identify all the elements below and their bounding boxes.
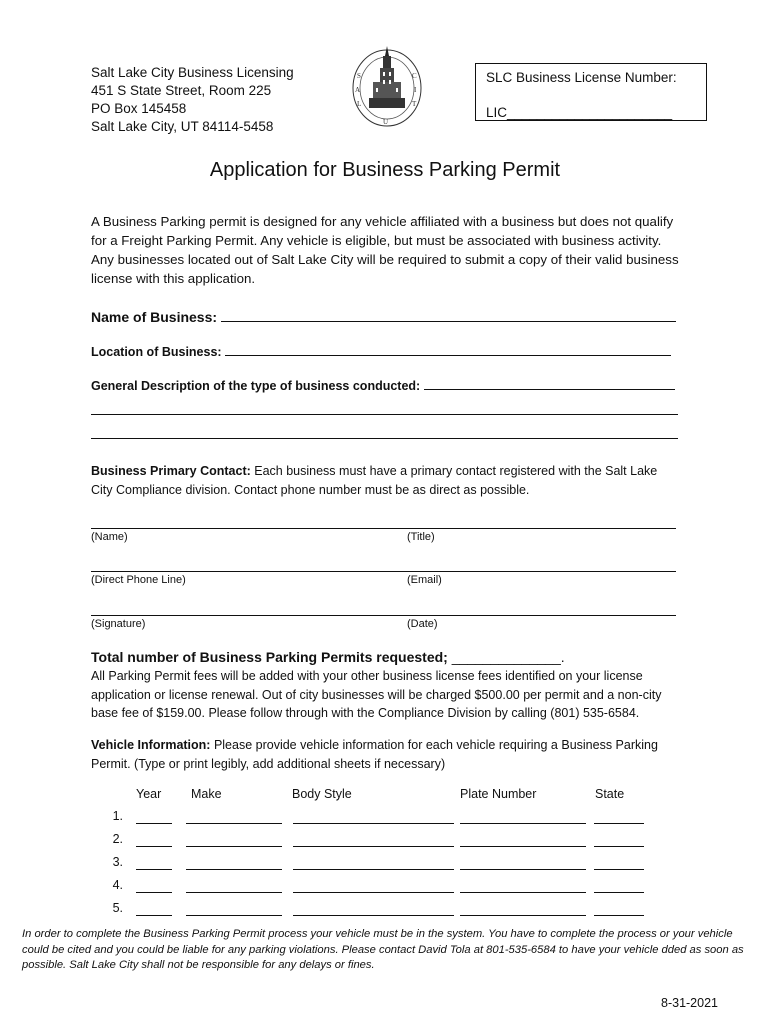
svg-text:A: A [355, 86, 361, 94]
make-input[interactable] [186, 892, 282, 893]
column-plate-number: Plate Number [460, 787, 537, 801]
address-line: 451 S State Street, Room 225 [91, 83, 272, 98]
form-title: Application for Business Parking Permit [209, 159, 561, 181]
year-input[interactable] [136, 892, 172, 893]
table-row [0, 855, 770, 875]
signature-label: (Signature) [91, 618, 146, 630]
body-style-input[interactable] [293, 846, 454, 847]
column-state: State [595, 787, 625, 801]
row-number: 5. [112, 901, 123, 915]
body-style-input[interactable] [293, 869, 454, 870]
name-title-line[interactable] [91, 528, 676, 529]
signature-date-line[interactable] [91, 615, 676, 616]
body-style-input[interactable] [293, 892, 454, 893]
make-input[interactable] [186, 823, 282, 824]
primary-contact-paragraph [91, 462, 681, 499]
address-line: Salt Lake City Business Licensing [91, 65, 294, 80]
name-of-business-row[interactable] [91, 309, 676, 325]
total-permits-row[interactable] [91, 649, 565, 665]
vehicle-info-text: Please provide vehicle information for each vehicle requiring a Business Parking Permit. (Type or print legibly, add additional sheets if necessary) [91, 738, 658, 771]
row-number: 2. [112, 832, 123, 846]
phone-label: (Direct Phone Line) [91, 574, 186, 586]
row-number: 3. [112, 855, 123, 869]
name-of-business-input[interactable] [221, 321, 676, 322]
license-number-field[interactable]: LIC______________________ [486, 105, 673, 120]
name-of-business-label: Name of Business: [91, 309, 218, 325]
location-of-business-label: Location of Business: [91, 345, 222, 359]
location-of-business-input[interactable] [225, 355, 671, 356]
year-input[interactable] [136, 823, 172, 824]
plate-number-input[interactable] [460, 823, 586, 824]
address-line: PO Box 145458 [91, 101, 187, 116]
general-description-label: General Description of the type of business conducted: [91, 379, 421, 393]
year-input[interactable] [136, 915, 172, 916]
body-style-input[interactable] [293, 915, 454, 916]
primary-contact-text: Each business must have a primary contact registered with the Salt Lake City Compliance division. Contact phone number must be as direct as possible. [91, 464, 658, 497]
vehicle-table [0, 809, 770, 921]
email-label: (Email) [407, 574, 442, 586]
state-input[interactable] [594, 915, 644, 916]
revision-date: 8-31-2021 [661, 996, 718, 1010]
general-description-input[interactable] [424, 389, 675, 390]
table-row [0, 809, 770, 829]
general-description-row[interactable] [91, 379, 675, 393]
year-input[interactable] [136, 846, 172, 847]
description-line-3[interactable] [91, 438, 678, 439]
location-of-business-row[interactable] [91, 345, 671, 359]
state-input[interactable] [594, 869, 644, 870]
total-permits-label: Total number of Business Parking Permits requested; [91, 649, 448, 665]
vehicle-info-heading: Vehicle Information: [91, 738, 211, 752]
city-seal-logo [349, 42, 425, 130]
plate-number-input[interactable] [460, 892, 586, 893]
plate-number-input[interactable] [460, 846, 586, 847]
state-input[interactable] [594, 892, 644, 893]
svg-text:I: I [414, 86, 417, 94]
state-input[interactable] [594, 846, 644, 847]
svg-text:S: S [357, 72, 361, 80]
phone-email-line[interactable] [91, 571, 676, 572]
fees-paragraph: All Parking Permit fees will be added with your other business license fees identified on your license application or license renewal. Out of city businesses will be charged $500.00 per permit and a non-city base fee of $159.00. Please follow through with the Compliance Division by calling (801) 535-6584. [91, 669, 662, 720]
svg-text:U: U [383, 118, 389, 126]
plate-number-input[interactable] [460, 869, 586, 870]
svg-text:T: T [412, 100, 417, 108]
svg-text:C: C [412, 72, 417, 80]
title-label: (Title) [407, 531, 435, 543]
office-address [91, 64, 294, 136]
column-make: Make [191, 787, 222, 801]
address-line: Salt Lake City, UT 84114-5458 [91, 119, 274, 134]
total-permits-input[interactable]: ______________. [451, 649, 565, 665]
svg-text:L: L [357, 100, 362, 108]
table-row [0, 878, 770, 898]
date-label: (Date) [407, 618, 438, 630]
primary-contact-heading: Business Primary Contact: [91, 464, 251, 478]
footer-notice: In order to complete the Business Parking Permit process your vehicle must be in the system. You have to complete the process or your vehicle could be cited and you could be liable for any parking violations. Please contact David Tola at 801-535-6584 to have your vehicle dded as soon as possible. Salt Lake City shall not be responsible for any delays or fines. [22, 928, 744, 971]
make-input[interactable] [186, 915, 282, 916]
vehicle-info-paragraph [91, 736, 681, 773]
plate-number-input[interactable] [460, 915, 586, 916]
year-input[interactable] [136, 869, 172, 870]
table-row [0, 832, 770, 852]
make-input[interactable] [186, 846, 282, 847]
description-line-2[interactable] [91, 414, 678, 415]
row-number: 4. [112, 878, 123, 892]
name-label: (Name) [91, 531, 128, 543]
body-style-input[interactable] [293, 823, 454, 824]
license-number-label: SLC Business License Number: [486, 70, 677, 85]
state-input[interactable] [594, 823, 644, 824]
make-input[interactable] [186, 869, 282, 870]
table-row [0, 901, 770, 921]
column-year: Year [136, 787, 162, 801]
column-body-style: Body Style [292, 787, 352, 801]
intro-paragraph: A Business Parking permit is designed for any vehicle affiliated with a business but does not qualify for a Freight Parking Permit. Any vehicle is eligible, but must be associated with business activity. Any businesses located out of Salt Lake City will be required to submit a copy of their valid business license with this application. [91, 214, 679, 286]
row-number: 1. [112, 809, 123, 823]
license-number-box[interactable] [475, 63, 707, 121]
